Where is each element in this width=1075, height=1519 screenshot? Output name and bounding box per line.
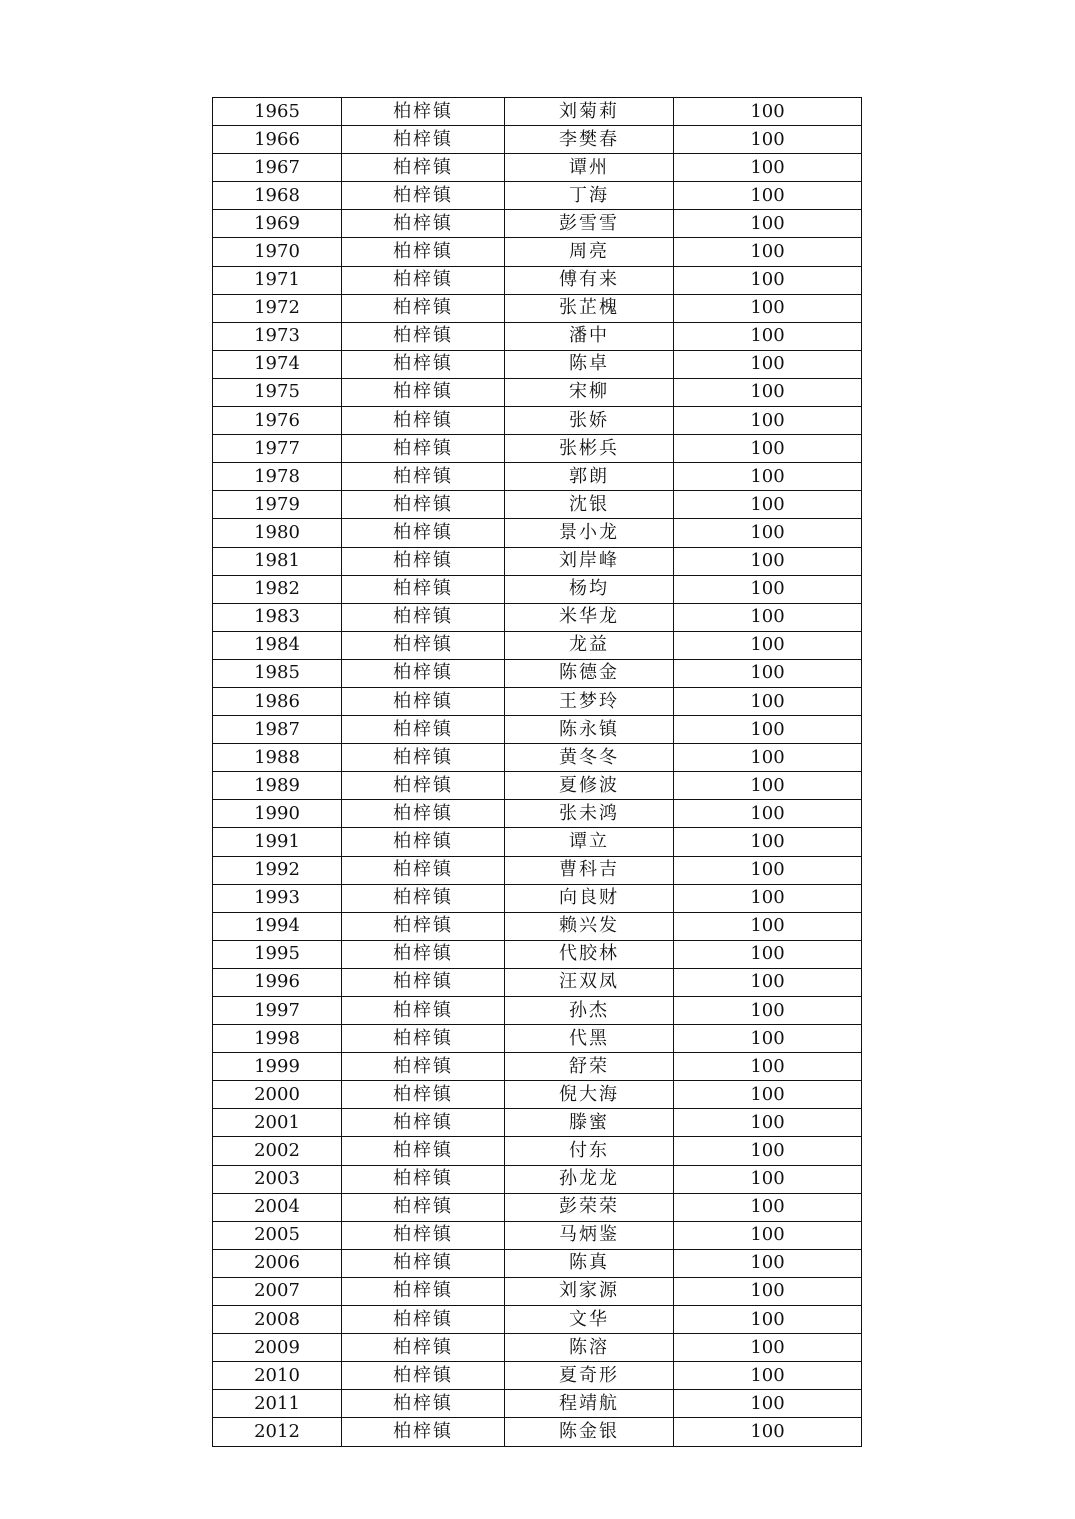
name-cell: 彭雪雪: [505, 210, 674, 238]
town-cell: 柏梓镇: [342, 800, 505, 828]
name-cell: 傅有来: [505, 266, 674, 294]
row-number-cell: 1989: [213, 772, 342, 800]
amount-cell: 100: [674, 322, 862, 350]
name-cell: 谭立: [505, 828, 674, 856]
amount-cell: 100: [674, 940, 862, 968]
row-number-cell: 1980: [213, 519, 342, 547]
row-number-cell: 2006: [213, 1249, 342, 1277]
town-cell: 柏梓镇: [342, 716, 505, 744]
row-number-cell: 2004: [213, 1193, 342, 1221]
table-row: [213, 547, 862, 575]
town-cell: 柏梓镇: [342, 1362, 505, 1390]
name-cell: 陈溶: [505, 1334, 674, 1362]
town-cell: 柏梓镇: [342, 463, 505, 491]
town-cell: 柏梓镇: [342, 1334, 505, 1362]
name-cell: 舒荣: [505, 1053, 674, 1081]
amount-cell: 100: [674, 884, 862, 912]
town-cell: 柏梓镇: [342, 1277, 505, 1305]
row-number-cell: 1985: [213, 659, 342, 687]
amount-cell: 100: [674, 491, 862, 519]
table-row: [213, 575, 862, 603]
town-cell: 柏梓镇: [342, 603, 505, 631]
town-cell: 柏梓镇: [342, 1418, 505, 1446]
amount-cell: 100: [674, 659, 862, 687]
table-row: [213, 1390, 862, 1418]
town-cell: 柏梓镇: [342, 884, 505, 912]
town-cell: 柏梓镇: [342, 238, 505, 266]
name-cell: 李樊春: [505, 126, 674, 154]
name-cell: 刘岸峰: [505, 547, 674, 575]
table-row: [213, 350, 862, 378]
name-cell: 米华龙: [505, 603, 674, 631]
amount-cell: 100: [674, 519, 862, 547]
table-row: [213, 407, 862, 435]
row-number-cell: 1988: [213, 744, 342, 772]
name-cell: 黄冬冬: [505, 744, 674, 772]
town-cell: 柏梓镇: [342, 1137, 505, 1165]
row-number-cell: 1995: [213, 940, 342, 968]
amount-cell: 100: [674, 1221, 862, 1249]
amount-cell: 100: [674, 1081, 862, 1109]
amount-cell: 100: [674, 547, 862, 575]
row-number-cell: 1990: [213, 800, 342, 828]
name-cell: 丁海: [505, 182, 674, 210]
amount-cell: 100: [674, 126, 862, 154]
name-cell: 张娇: [505, 407, 674, 435]
town-cell: 柏梓镇: [342, 266, 505, 294]
name-cell: 赖兴发: [505, 912, 674, 940]
amount-cell: 100: [674, 98, 862, 126]
table-row: [213, 800, 862, 828]
town-cell: 柏梓镇: [342, 968, 505, 996]
amount-cell: 100: [674, 1390, 862, 1418]
name-cell: 王梦玲: [505, 687, 674, 715]
row-number-cell: 1978: [213, 463, 342, 491]
amount-cell: 100: [674, 1109, 862, 1137]
row-number-cell: 1971: [213, 266, 342, 294]
amount-cell: 100: [674, 1334, 862, 1362]
name-cell: 张彬兵: [505, 435, 674, 463]
table-row: [213, 1334, 862, 1362]
town-cell: 柏梓镇: [342, 1165, 505, 1193]
amount-cell: 100: [674, 238, 862, 266]
table-body: [213, 98, 862, 1447]
row-number-cell: 1974: [213, 350, 342, 378]
name-cell: 彭荣荣: [505, 1193, 674, 1221]
name-cell: 马炳鉴: [505, 1221, 674, 1249]
row-number-cell: 2012: [213, 1418, 342, 1446]
town-cell: 柏梓镇: [342, 1390, 505, 1418]
name-cell: 潘中: [505, 322, 674, 350]
name-cell: 代黑: [505, 1025, 674, 1053]
name-cell: 谭州: [505, 154, 674, 182]
name-cell: 龙益: [505, 631, 674, 659]
table-row: [213, 659, 862, 687]
row-number-cell: 1983: [213, 603, 342, 631]
name-cell: 程靖航: [505, 1390, 674, 1418]
name-cell: 曹科吉: [505, 856, 674, 884]
amount-cell: 100: [674, 800, 862, 828]
amount-cell: 100: [674, 716, 862, 744]
table-row: [213, 1165, 862, 1193]
table-row: [213, 294, 862, 322]
table-row: [213, 1193, 862, 1221]
town-cell: 柏梓镇: [342, 1306, 505, 1334]
town-cell: 柏梓镇: [342, 547, 505, 575]
table-row: [213, 210, 862, 238]
table-row: [213, 884, 862, 912]
row-number-cell: 1968: [213, 182, 342, 210]
table-row: [213, 435, 862, 463]
amount-cell: 100: [674, 1053, 862, 1081]
amount-cell: 100: [674, 1362, 862, 1390]
name-cell: 汪双凤: [505, 968, 674, 996]
town-cell: 柏梓镇: [342, 1053, 505, 1081]
name-cell: 刘家源: [505, 1277, 674, 1305]
table-row: [213, 154, 862, 182]
town-cell: 柏梓镇: [342, 154, 505, 182]
name-cell: 陈金银: [505, 1418, 674, 1446]
row-number-cell: 1972: [213, 294, 342, 322]
name-cell: 夏奇形: [505, 1362, 674, 1390]
row-number-cell: 1969: [213, 210, 342, 238]
town-cell: 柏梓镇: [342, 322, 505, 350]
name-cell: 景小龙: [505, 519, 674, 547]
row-number-cell: 1994: [213, 912, 342, 940]
row-number-cell: 1997: [213, 997, 342, 1025]
amount-cell: 100: [674, 350, 862, 378]
town-cell: 柏梓镇: [342, 1193, 505, 1221]
amount-cell: 100: [674, 463, 862, 491]
row-number-cell: 2001: [213, 1109, 342, 1137]
table-row: [213, 716, 862, 744]
table-row: [213, 519, 862, 547]
town-cell: 柏梓镇: [342, 491, 505, 519]
name-cell: 陈德金: [505, 659, 674, 687]
town-cell: 柏梓镇: [342, 631, 505, 659]
name-cell: 刘菊莉: [505, 98, 674, 126]
amount-cell: 100: [674, 266, 862, 294]
table-row: [213, 1362, 862, 1390]
amount-cell: 100: [674, 1306, 862, 1334]
row-number-cell: 1967: [213, 154, 342, 182]
row-number-cell: 2010: [213, 1362, 342, 1390]
table-row: [213, 98, 862, 126]
amount-cell: 100: [674, 1249, 862, 1277]
table-row: [213, 1109, 862, 1137]
table-row: [213, 968, 862, 996]
row-number-cell: 1965: [213, 98, 342, 126]
amount-cell: 100: [674, 1137, 862, 1165]
town-cell: 柏梓镇: [342, 435, 505, 463]
table-row: [213, 1221, 862, 1249]
row-number-cell: 1966: [213, 126, 342, 154]
row-number-cell: 1977: [213, 435, 342, 463]
table-row: [213, 378, 862, 406]
row-number-cell: 1976: [213, 407, 342, 435]
table-row: [213, 828, 862, 856]
town-cell: 柏梓镇: [342, 210, 505, 238]
table-row: [213, 1053, 862, 1081]
amount-cell: 100: [674, 744, 862, 772]
name-cell: 张芷槐: [505, 294, 674, 322]
name-cell: 陈卓: [505, 350, 674, 378]
amount-cell: 100: [674, 1277, 862, 1305]
row-number-cell: 1991: [213, 828, 342, 856]
subsidy-list-table: [212, 97, 862, 1447]
row-number-cell: 2008: [213, 1306, 342, 1334]
table-row: [213, 912, 862, 940]
row-number-cell: 2000: [213, 1081, 342, 1109]
amount-cell: 100: [674, 1418, 862, 1446]
town-cell: 柏梓镇: [342, 997, 505, 1025]
amount-cell: 100: [674, 378, 862, 406]
table-row: [213, 182, 862, 210]
town-cell: 柏梓镇: [342, 1025, 505, 1053]
table-row: [213, 1249, 862, 1277]
name-cell: 杨均: [505, 575, 674, 603]
row-number-cell: 1998: [213, 1025, 342, 1053]
row-number-cell: 2002: [213, 1137, 342, 1165]
row-number-cell: 2009: [213, 1334, 342, 1362]
row-number-cell: 1987: [213, 716, 342, 744]
table-row: [213, 772, 862, 800]
town-cell: 柏梓镇: [342, 772, 505, 800]
town-cell: 柏梓镇: [342, 98, 505, 126]
amount-cell: 100: [674, 294, 862, 322]
amount-cell: 100: [674, 182, 862, 210]
row-number-cell: 1982: [213, 575, 342, 603]
table-row: [213, 1025, 862, 1053]
table-row: [213, 238, 862, 266]
table-row: [213, 126, 862, 154]
table-row: [213, 856, 862, 884]
town-cell: 柏梓镇: [342, 378, 505, 406]
town-cell: 柏梓镇: [342, 1109, 505, 1137]
row-number-cell: 1973: [213, 322, 342, 350]
table-row: [213, 997, 862, 1025]
amount-cell: 100: [674, 772, 862, 800]
town-cell: 柏梓镇: [342, 744, 505, 772]
town-cell: 柏梓镇: [342, 659, 505, 687]
name-cell: 宋柳: [505, 378, 674, 406]
table-row: [213, 266, 862, 294]
amount-cell: 100: [674, 828, 862, 856]
amount-cell: 100: [674, 687, 862, 715]
name-cell: 倪大海: [505, 1081, 674, 1109]
name-cell: 孙杰: [505, 997, 674, 1025]
row-number-cell: 1984: [213, 631, 342, 659]
row-number-cell: 2005: [213, 1221, 342, 1249]
table-row: [213, 1418, 862, 1446]
town-cell: 柏梓镇: [342, 126, 505, 154]
row-number-cell: 2011: [213, 1390, 342, 1418]
row-number-cell: 1970: [213, 238, 342, 266]
name-cell: 代胶林: [505, 940, 674, 968]
table-row: [213, 603, 862, 631]
town-cell: 柏梓镇: [342, 575, 505, 603]
amount-cell: 100: [674, 968, 862, 996]
amount-cell: 100: [674, 1165, 862, 1193]
name-cell: 郭朗: [505, 463, 674, 491]
row-number-cell: 1979: [213, 491, 342, 519]
town-cell: 柏梓镇: [342, 1081, 505, 1109]
town-cell: 柏梓镇: [342, 1249, 505, 1277]
table-row: [213, 322, 862, 350]
row-number-cell: 1992: [213, 856, 342, 884]
amount-cell: 100: [674, 1025, 862, 1053]
table-row: [213, 1306, 862, 1334]
amount-cell: 100: [674, 631, 862, 659]
name-cell: 向良财: [505, 884, 674, 912]
amount-cell: 100: [674, 997, 862, 1025]
amount-cell: 100: [674, 575, 862, 603]
amount-cell: 100: [674, 435, 862, 463]
amount-cell: 100: [674, 856, 862, 884]
name-cell: 文华: [505, 1306, 674, 1334]
table-row: [213, 463, 862, 491]
row-number-cell: 2003: [213, 1165, 342, 1193]
row-number-cell: 1993: [213, 884, 342, 912]
row-number-cell: 1986: [213, 687, 342, 715]
table-row: [213, 1277, 862, 1305]
name-cell: 夏修波: [505, 772, 674, 800]
row-number-cell: 1975: [213, 378, 342, 406]
town-cell: 柏梓镇: [342, 856, 505, 884]
amount-cell: 100: [674, 407, 862, 435]
table-row: [213, 1081, 862, 1109]
name-cell: 孙龙龙: [505, 1165, 674, 1193]
name-cell: 周亮: [505, 238, 674, 266]
town-cell: 柏梓镇: [342, 519, 505, 547]
amount-cell: 100: [674, 154, 862, 182]
town-cell: 柏梓镇: [342, 687, 505, 715]
name-cell: 付东: [505, 1137, 674, 1165]
name-cell: 张未鸿: [505, 800, 674, 828]
town-cell: 柏梓镇: [342, 350, 505, 378]
table-row: [213, 491, 862, 519]
row-number-cell: 1981: [213, 547, 342, 575]
row-number-cell: 1996: [213, 968, 342, 996]
name-cell: 陈永镇: [505, 716, 674, 744]
row-number-cell: 1999: [213, 1053, 342, 1081]
table-row: [213, 1137, 862, 1165]
amount-cell: 100: [674, 1193, 862, 1221]
amount-cell: 100: [674, 912, 862, 940]
table-row: [213, 687, 862, 715]
amount-cell: 100: [674, 210, 862, 238]
name-cell: 沈银: [505, 491, 674, 519]
table-row: [213, 744, 862, 772]
amount-cell: 100: [674, 603, 862, 631]
table-row: [213, 940, 862, 968]
table-row: [213, 631, 862, 659]
town-cell: 柏梓镇: [342, 1221, 505, 1249]
name-cell: 滕蜜: [505, 1109, 674, 1137]
town-cell: 柏梓镇: [342, 940, 505, 968]
town-cell: 柏梓镇: [342, 828, 505, 856]
town-cell: 柏梓镇: [342, 407, 505, 435]
town-cell: 柏梓镇: [342, 912, 505, 940]
row-number-cell: 2007: [213, 1277, 342, 1305]
name-cell: 陈真: [505, 1249, 674, 1277]
town-cell: 柏梓镇: [342, 294, 505, 322]
town-cell: 柏梓镇: [342, 182, 505, 210]
